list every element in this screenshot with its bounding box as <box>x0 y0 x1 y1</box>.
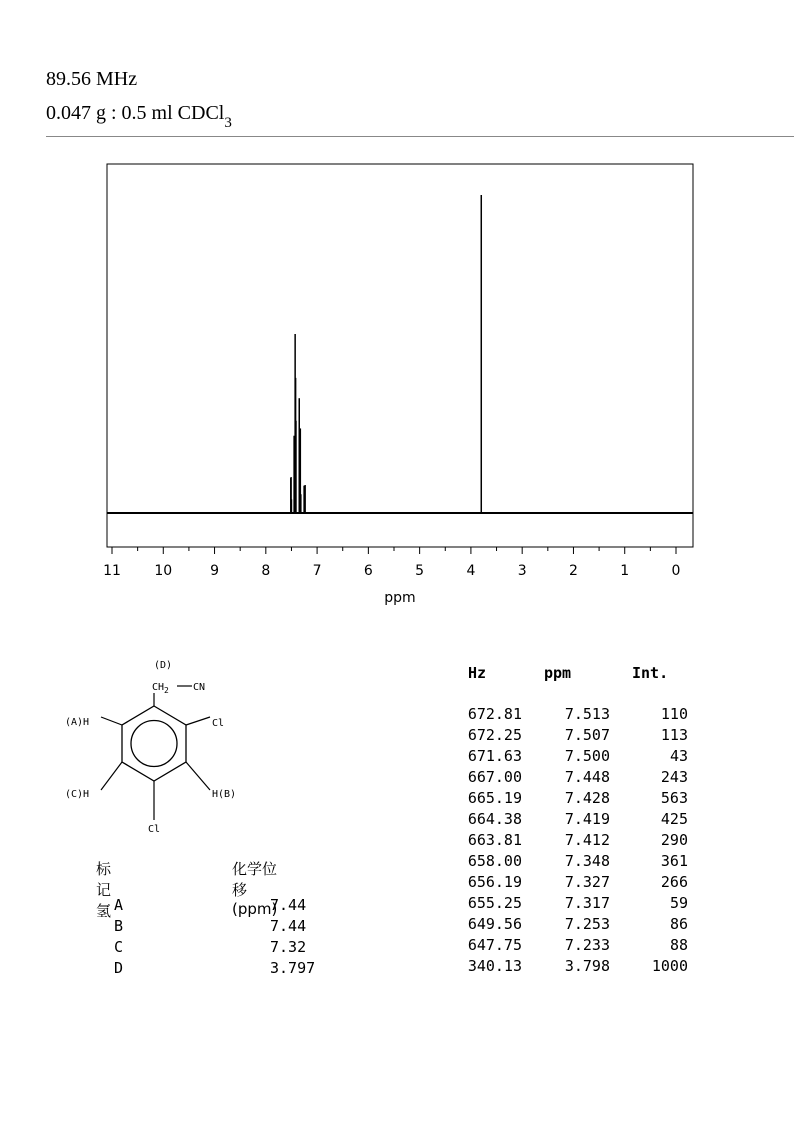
label-h-a: (A)H <box>65 717 90 728</box>
col-header-ppm: ppm <box>544 664 572 682</box>
peak-hz: 664.38 <box>467 810 522 828</box>
x-tick-label: 0 <box>671 563 681 579</box>
bond-cl-top <box>186 717 210 725</box>
peak-hz: 658.00 <box>467 852 522 870</box>
label-cl-top: Cl <box>212 718 225 729</box>
x-tick-label: 6 <box>363 563 373 579</box>
peak-row <box>440 957 700 978</box>
peak-hz: 647.75 <box>467 936 522 954</box>
peak-row <box>440 894 700 915</box>
assign-label: D <box>114 959 124 977</box>
x-tick-label: 1 <box>620 563 630 579</box>
ch2-subscript: 2 <box>164 686 169 695</box>
molecule-structure <box>0 0 300 850</box>
peak-ppm: 7.513 <box>564 705 610 723</box>
peak-int: 1000 <box>651 957 688 975</box>
peak-row <box>440 810 700 831</box>
label-d: (D) <box>154 660 173 671</box>
peak-int: 425 <box>660 810 688 828</box>
peak-ppm: 3.798 <box>564 957 610 975</box>
peak-int: 110 <box>660 705 688 723</box>
aromatic-circle <box>131 721 177 767</box>
peak-int: 361 <box>660 852 688 870</box>
peak-hz: 665.19 <box>467 789 522 807</box>
x-tick-label: 11 <box>103 563 121 579</box>
x-tick-label: 9 <box>210 563 220 579</box>
peak-int: 563 <box>660 789 688 807</box>
peak-int: 43 <box>669 747 688 765</box>
spectrometer-frequency: 89.56 MHz <box>46 68 138 90</box>
peak-int: 290 <box>660 831 688 849</box>
peak-hz: 655.25 <box>467 894 522 912</box>
peak-row <box>440 726 700 747</box>
assign-shift: 7.44 <box>270 896 307 914</box>
peak-ppm: 7.448 <box>564 768 610 786</box>
col-header-int: Int. <box>632 664 669 682</box>
peak-hz: 663.81 <box>467 831 522 849</box>
x-tick-label: 3 <box>517 563 527 579</box>
x-axis-label: ppm <box>384 590 416 606</box>
col-header-hz: Hz <box>468 664 487 682</box>
label-cl-bottom: Cl <box>148 824 161 835</box>
peak-row <box>440 936 700 957</box>
assign-label: B <box>114 917 124 935</box>
peak-row <box>440 915 700 936</box>
sample-text: 0.047 g : 0.5 ml CDCl <box>46 102 225 124</box>
peak-ppm: 7.348 <box>564 852 610 870</box>
bond-h-b <box>186 762 210 790</box>
label-h-c: (C)H <box>65 789 90 800</box>
peak-row <box>440 873 700 894</box>
assign-shift: 7.32 <box>270 938 307 956</box>
x-tick-label: 5 <box>415 563 425 579</box>
peak-row <box>440 789 700 810</box>
bond-h-c <box>101 762 122 790</box>
peak-int: 59 <box>669 894 688 912</box>
bond-h-a <box>101 717 122 725</box>
x-tick-label: 2 <box>568 563 578 579</box>
peak-row <box>440 768 700 789</box>
x-tick-label: 8 <box>261 563 271 579</box>
peak-int: 243 <box>660 768 688 786</box>
peak-ppm: 7.317 <box>564 894 610 912</box>
peak-row <box>440 747 700 768</box>
peak-hz: 649.56 <box>467 915 522 933</box>
peak-hz: 672.81 <box>467 705 522 723</box>
peak-int: 113 <box>660 726 688 744</box>
peak-row <box>440 852 700 873</box>
peak-row <box>440 831 700 852</box>
peak-hz: 672.25 <box>467 726 522 744</box>
label-h-b: H(B) <box>212 789 237 800</box>
assign-header-shift: 化学位移(ppm) <box>232 860 278 918</box>
ch2-text: CH <box>152 682 165 693</box>
peak-int: 86 <box>669 915 688 933</box>
peak-ppm: 7.233 <box>564 936 610 954</box>
peak-ppm: 7.327 <box>564 873 610 891</box>
x-tick-label: 10 <box>154 563 173 579</box>
peak-lines <box>291 195 481 513</box>
peak-hz: 340.13 <box>467 957 522 975</box>
peak-ppm: 7.419 <box>564 810 610 828</box>
peak-ppm: 7.412 <box>564 831 610 849</box>
peak-ppm: 7.428 <box>564 789 610 807</box>
label-cn: CN <box>193 682 206 693</box>
x-tick-label: 4 <box>466 563 476 579</box>
peak-int: 266 <box>660 873 688 891</box>
peak-row <box>440 705 700 726</box>
assign-header-label: 标记氢 <box>96 860 112 920</box>
x-tick-label: 7 <box>312 563 322 579</box>
peak-ppm: 7.500 <box>564 747 610 765</box>
sample-subscript: 3 <box>224 115 232 131</box>
peak-hz: 671.63 <box>467 747 522 765</box>
peak-hz: 667.00 <box>467 768 522 786</box>
assign-shift: 7.44 <box>270 917 307 935</box>
peak-ppm: 7.507 <box>564 726 610 744</box>
peak-hz: 656.19 <box>467 873 522 891</box>
assign-label: C <box>114 938 124 956</box>
peak-int: 88 <box>669 936 688 954</box>
assign-shift: 3.797 <box>270 959 316 977</box>
peak-ppm: 7.253 <box>564 915 610 933</box>
assign-label: A <box>114 896 124 914</box>
